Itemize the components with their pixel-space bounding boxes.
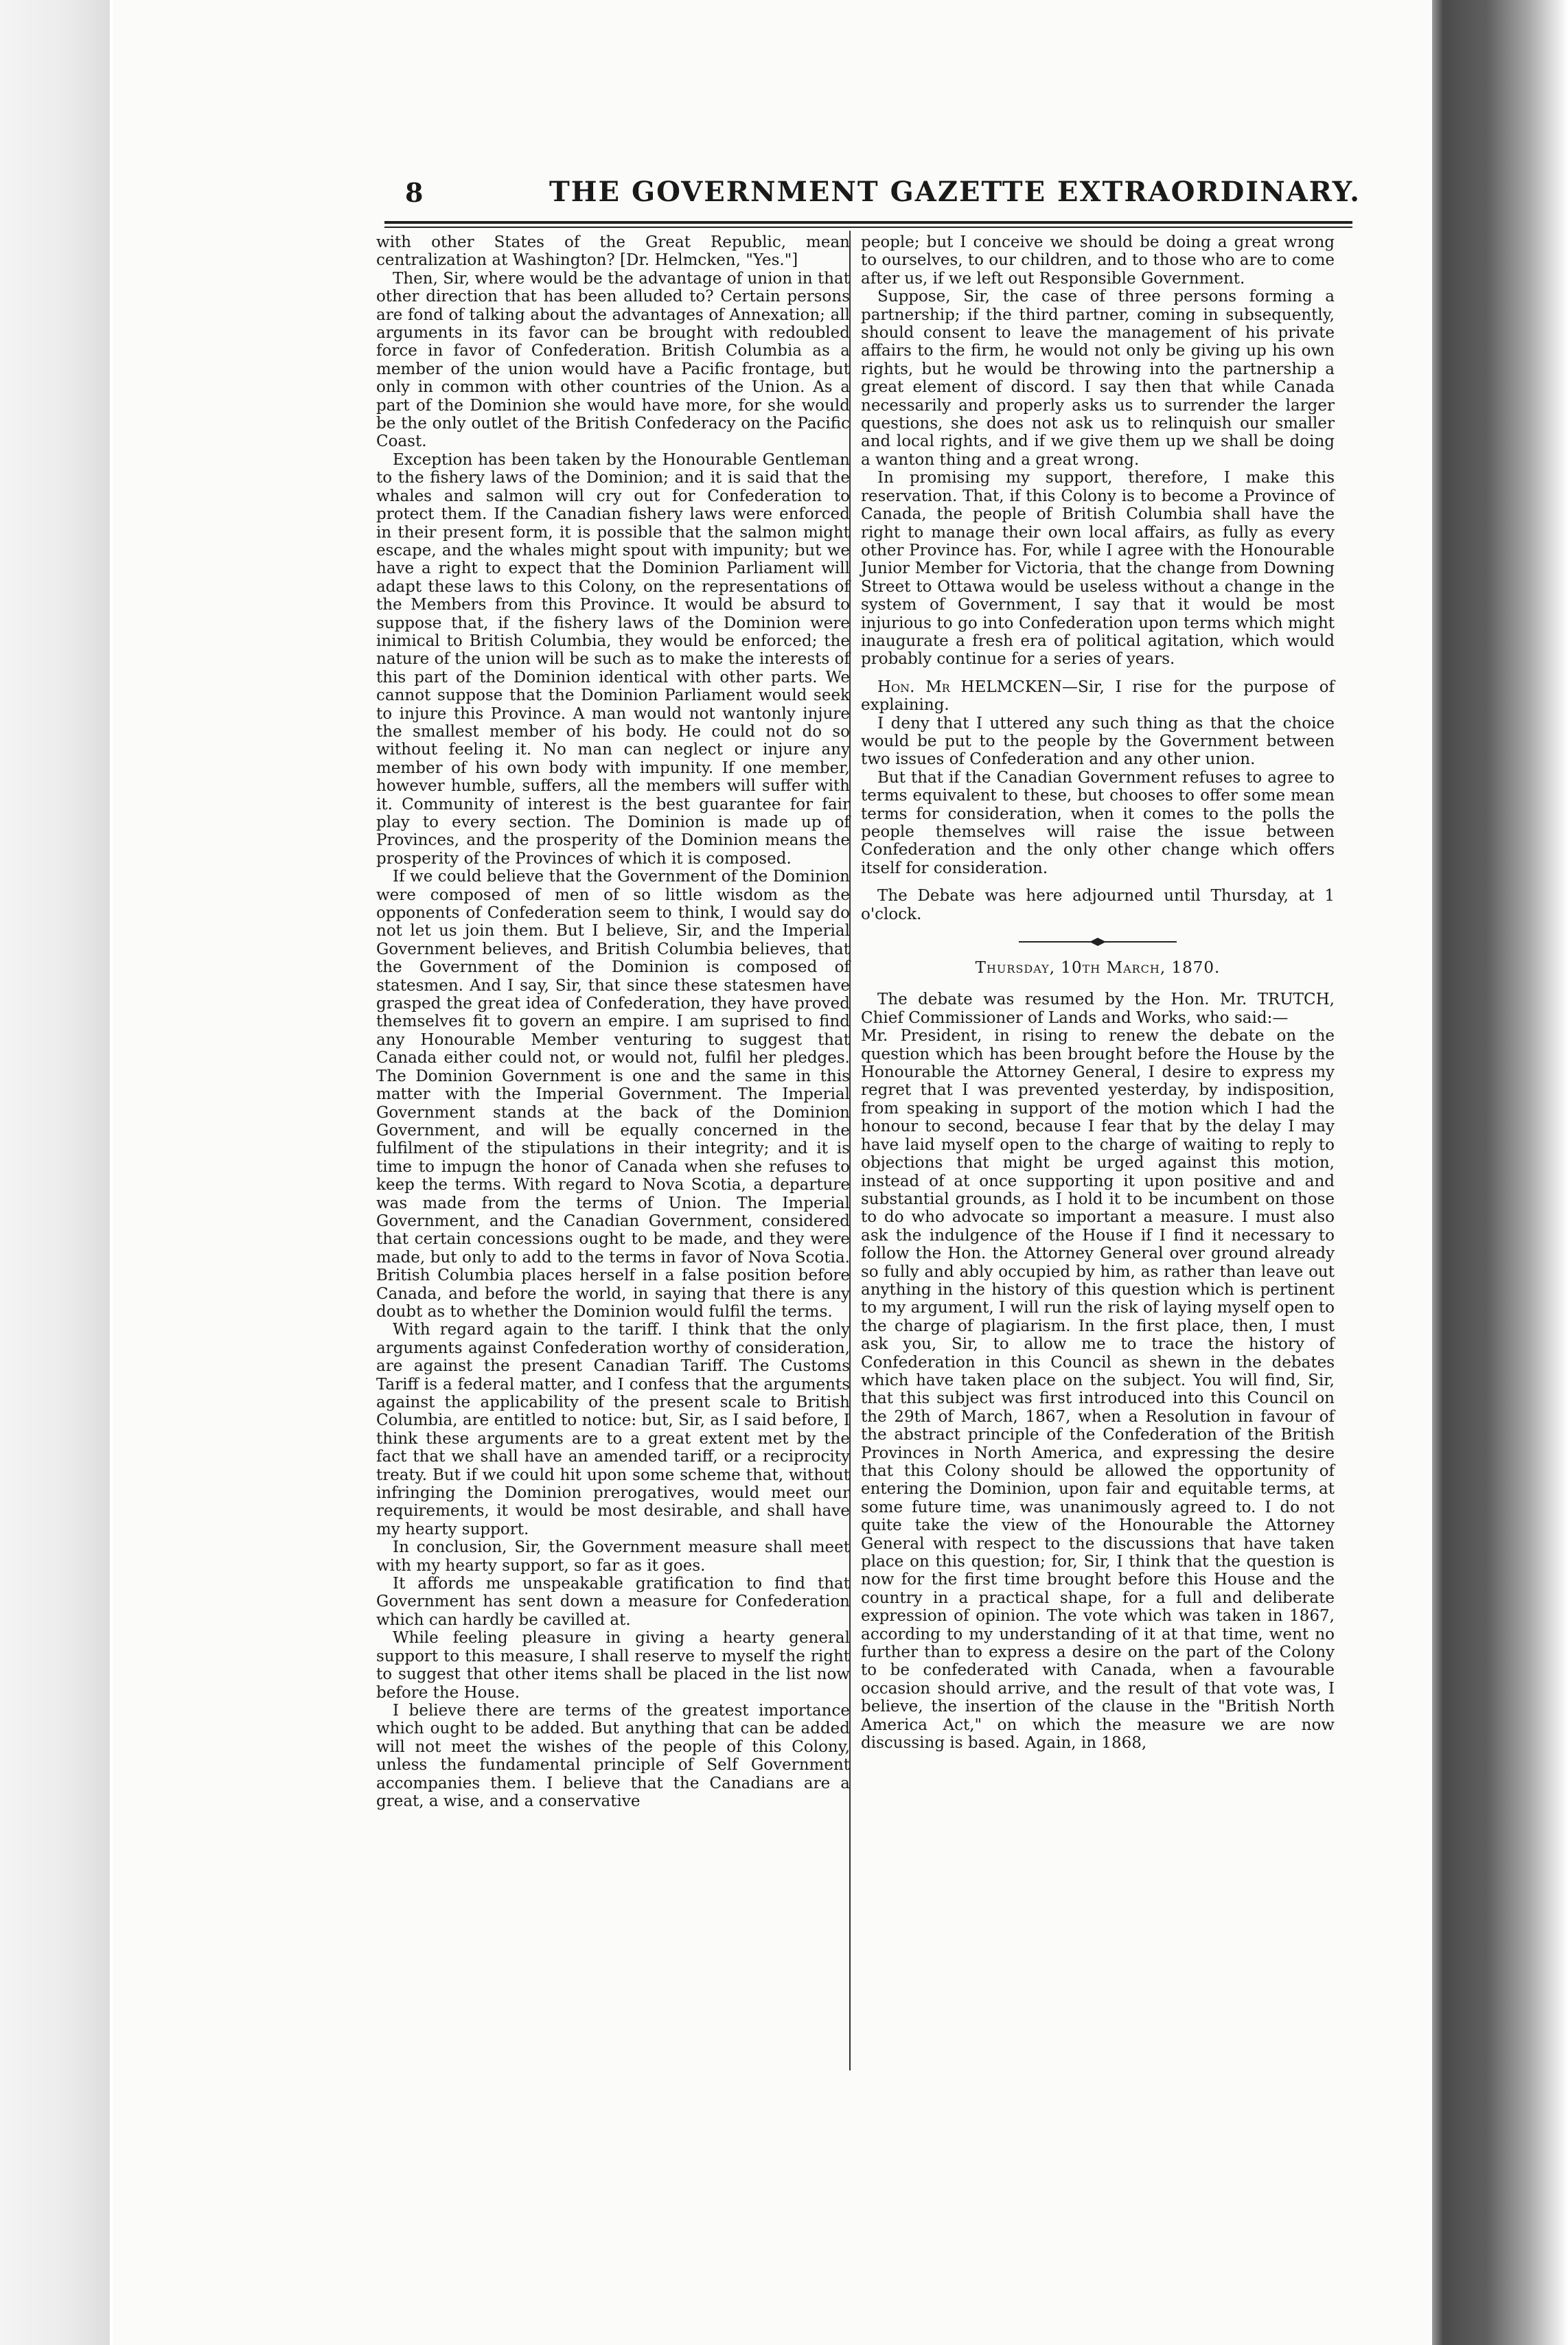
page-number: 8 [405,177,424,208]
paragraph: I believe there are terms of the greatest importance which ought to be added. But anything that can be added will not meet the wishes of the people of this Colony, unless the fundamental principle of Self Government accompanies them. I believe that the Canadians are a great, a wise, and a conservative [376,1701,850,1810]
trutch-speech: Mr. President, in rising to renew the debate on the question which has been brought before the House by the Honourable the Attorney General, I desire to express my regret that I was prevented yesterday, by indisposition, from speaking in support of the motion which I had the honour to second, because I fear that by the delay I may have laid myself open to the charge of waiting to reply to objections that might be urged against this motion, instead of at once supporting it upon positive and and substantial grounds, as I hold it to be incumbent on those to do who advocate so important a measure. I must also ask the indulgence of the House if I find it necessary to follow the Hon. the Attorney General over ground already so fully and ably occupied by him, as rather than leave out anything in the history of this question which is pertinent to my argument, I will run the risk of laying myself open to the charge of plagiarism. In the first place, then, I must ask you, Sir, to allow me to trace the history of Confederation in this Council as shewn in the debates which have taken place on the subject. You will find, Sir, that this subject was first introduced into this Council on the 29th of March, 1867, when a Resolution in favour of the abstract principle of the Confederation of the British Provinces in North America, and expressing the desire that this Colony should be allowed the opportunity of entering the Dominion, upon fair and equitable terms, at some future time, was unanimously agreed to. I do not quite take the view of the Honourable the Attorney General with respect to the discussions that have taken place on this question; for, Sir, I think that the question is now for the first time brought before this House and the country in a practical shape, for a full and deliberate expression of opinion. The vote which was taken in 1867, according to my understanding of it at that time, went no further than to express a desire on the part of the Colony to be confederated with Canada, when a favourable occasion should arrive, and the result of that vote was, I believe, the insertion of the clause in the "British North America Act," on which the measure we are now discussing is based. Again, in 1868, [861,1027,1335,1753]
paragraph: In conclusion, Sir, the Government measure shall meet with my hearty support, so far as it goes. [376,1538,850,1575]
helmcken-paragraph [861,678,1335,715]
header-rule-thick [384,221,1352,224]
right-scan-edge [1432,0,1568,2345]
adjournment-notice: The Debate was here adjourned until Thursday, at 1 o'clock. [861,887,1335,923]
left-scan-margin [0,0,110,2345]
paragraph: If we could believe that the Government of the Dominion were composed of men of so little wisdom as the opponents of Confederation seem to think, I would say do not let us join them. But I believe, Sir, and the Imperial Government believes, and British Columbia believes, that the Government of the Dominion is composed of statesmen. And I say, Sir, that since these statesmen have grasped the great idea of Confederation, they have proved themselves fit to govern an empire. I am suprised to find any Honourable Member venturing to suggest that Canada either could not, or would not, fulfil her pledges. The Dominion Government is one and the same in this matter with the Imperial Government. The Imperial Government stands at the back of the Dominion Government, and will be equally concerned in the fulfilment of the stipulations in their integrity; and it is time to impugn the honor of Canada when she refuses to keep the terms. With regard to Nova Scotia, a departure was made from the terms of Union. The Imperial Government, and the Canadian Government, considered that certain concessions ought to be made, and they were made, but only to add to the terms in favor of Nova Scotia. British Columbia places herself in a false position before Canada, and before the world, in saying that there is any doubt as to whether the Dominion would fulfil the terms. [376,868,850,1321]
ornament-rule-icon [1019,936,1177,947]
paragraph: In promising my support, therefore, I make this reservation. That, if this Colony is to become a Province of Canada, the people of British Columbia shall have the right to manage their own local affairs, as fully as every other Province has. For, while I agree with the Honourable Junior Member for Victoria, that the change from Downing Street to Ottawa would be useless without a change in the system of Government, I say that it would be most injurious to go into Confederation upon terms which might inaugurate a fresh era of political agitation, which would probably continue for a series of years. [861,469,1335,669]
date-heading: Thursday, 10th March, 1870. [975,959,1221,978]
spacer [861,669,1335,678]
header-rule-thin [384,227,1352,228]
speaker-name: Hon. Mr HELMCKEN [877,678,1062,696]
paragraph: With regard again to the tariff. I think that the only arguments against Confederation worthy of consideration, are against the present Canadian Tariff. The Customs Tariff is a federal matter, and I confess that the arguments against the applicability of the present scale to British Columbia, are entitled to notice: but, Sir, as I said before, I think these arguments are to a great extent met by the fact that we shall have an amended tariff, or a reciprocity treaty. But if we could hit upon some scheme that, without infringing the Dominion prerogatives, would meet our requirements, it would be most desirable, and shall have my hearty support. [376,1321,850,1538]
page-header [384,172,1359,213]
spacer [861,877,1335,887]
paragraph: people; but I conceive we should be doing a great wrong to ourselves, to our children, and to those who are to come after us, if we left out Responsible Government. [861,233,1335,288]
section-ornament [861,927,1335,955]
spacer [861,981,1335,991]
paragraph: with other States of the Great Republic, mean centralization at Washington? [Dr. Helmcken, "Yes."] [376,233,850,270]
paragraph: While feeling pleasure in giving a hearty general support to this measure, I shall reserve to myself the right to suggest that other items shall be placed in the list now before the House. [376,1629,850,1702]
right-column [861,233,1335,1753]
gazette-title: THE GOVERNMENT GAZETTE EXTRAORDINARY. [549,176,1361,208]
paragraph: I deny that I uttered any such thing as that the choice would be put to the people by the Government between two issues of Confederation and any other union. [861,714,1335,769]
paragraph: Then, Sir, where would be the advantage of union in that other direction that has been alluded to? Certain persons are fond of talking about the advantages of Annexation; all arguments in its favor can be brought with redoubled force in favor of Confederation. British Columbia as a member of the union would have a Pacific frontage, but only in common with other countries of the Union. As a part of the Dominion she would have more, for she would be the only outlet of the British Confederacy on the Pacific Coast. [376,269,850,451]
debate-resumed: The debate was resumed by the Hon. Mr. TRUTCH, Chief Commissioner of Lands and Works, who said:— [861,991,1335,1027]
paragraph: It affords me unspeakable gratification to find that Government has sent down a measure for Confederation which can hardly be cavilled at. [376,1575,850,1629]
left-column [376,233,850,1810]
paragraph: Suppose, Sir, the case of three persons forming a partnership; if the third partner, coming in subsequently, should consent to leave the management of his private affairs to the firm, he would not only be giving up his own rights, but he would be throwing into the partnership a great element of discord. I say then that while Canada necessarily and properly asks us to surrender the larger questions, she does not ask us to relinquish our smaller and local rights, and if we give them up we shall be doing a wanton thing and a great wrong. [861,288,1335,469]
paragraph: Exception has been taken by the Honourable Gentleman to the fishery laws of the Dominion; and it is said that the whales and salmon will cry out for Confederation to protect them. If the Canadian fishery laws were enforced in their present form, it is possible that the salmon might escape, and the whales might spout with impunity; but we have a right to expect that the Dominion Parliament will adapt these laws to this Colony, on the representations of the Members from this Province. It would be absurd to suppose that, if the fishery laws of the Dominion were inimical to British Columbia, they would be enforced; the nature of the union will be such as to make the interests of this part of the Dominion identical with other parts. We cannot suppose that the Dominion Parliament would seek to injure this Province. A man would not wantonly injure the smallest member of his body. He could not do so without feeling it. No man can neglect or injure any member of his own body with impunity. If one member, however humble, suffers, all the members will suffer with it. Community of interest is the best guarantee for fair play to every section. The Dominion is made up of Provinces, and the prosperity of the Dominion means the prosperity of the Provinces of which it is composed. [376,450,850,868]
paragraph: But that if the Canadian Government refuses to agree to terms equivalent to these, but chooses to offer some mean terms for consideration, when it comes to the polls the people themselves will raise the issue between Confederation and the only other change which offers itself for consideration. [861,768,1335,877]
speaker-intro: —Sir, I rise for the purpose of explaining. [861,678,1335,715]
